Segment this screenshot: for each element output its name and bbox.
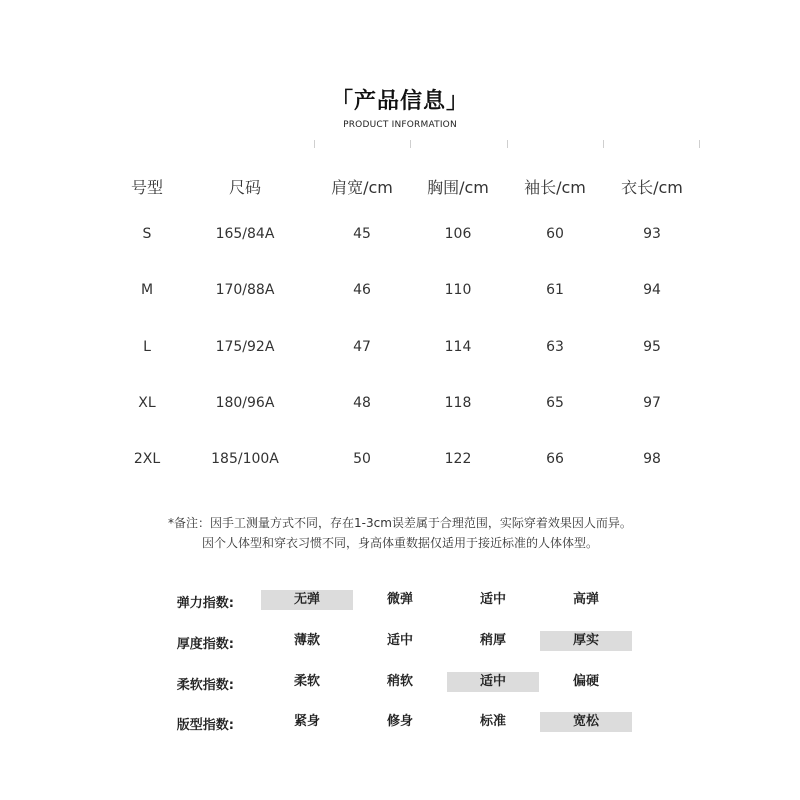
table-cell: 48 <box>353 395 371 411</box>
table-cell: 47 <box>353 339 371 355</box>
index-option-selected: 适中 <box>447 672 539 692</box>
table-cell: 66 <box>546 451 564 467</box>
index-label: 厚度指数: <box>176 637 234 652</box>
table-cell: 46 <box>353 282 371 298</box>
index-option: 紧身 <box>293 714 320 729</box>
table-cell: L <box>143 339 151 355</box>
index-option: 偏硬 <box>572 674 599 689</box>
divider-tick <box>603 140 604 148</box>
table-cell: 95 <box>643 339 661 355</box>
column-header: 肩宽/cm <box>331 178 393 197</box>
index-option: 高弹 <box>572 592 599 607</box>
table-cell: 61 <box>546 282 564 298</box>
page-title: 「产品信息」 <box>330 89 469 114</box>
index-option: 微弹 <box>386 592 413 607</box>
note-line-1: *备注：因手工测量方式不同，存在1-3cm误差属于合理范围，实际穿着效果因人而异。 <box>168 516 632 530</box>
index-option: 稍厚 <box>479 633 506 648</box>
index-option: 适中 <box>479 592 506 607</box>
table-cell: S <box>142 226 152 242</box>
table-cell: 60 <box>546 226 564 242</box>
table-cell: 2XL <box>133 451 161 467</box>
column-header: 胸围/cm <box>427 178 489 197</box>
column-header: 袖长/cm <box>524 178 586 197</box>
table-cell: 65 <box>546 395 564 411</box>
index-label: 版型指数: <box>176 718 234 733</box>
table-cell: 175/92A <box>215 339 275 355</box>
page-subtitle: PRODUCT INFORMATION <box>343 120 457 130</box>
table-cell: 94 <box>643 282 661 298</box>
table-cell: M <box>140 282 154 298</box>
index-option-selected: 厚实 <box>540 631 632 651</box>
divider-tick <box>507 140 508 148</box>
divider-tick <box>314 140 315 148</box>
table-cell: 122 <box>444 451 472 467</box>
index-option: 柔软 <box>293 674 320 689</box>
table-cell: 114 <box>444 339 472 355</box>
table-cell: 170/88A <box>215 282 275 298</box>
table-cell: 63 <box>546 339 564 355</box>
index-option: 适中 <box>386 633 413 648</box>
note-line-2: 因个人体型和穿衣习惯不同，身高体重数据仅适用于接近标准的人体体型。 <box>201 536 598 550</box>
table-cell: 180/96A <box>215 395 275 411</box>
table-cell: XL <box>138 395 156 411</box>
index-option-selected: 宽松 <box>540 712 632 732</box>
table-cell: 106 <box>444 226 472 242</box>
table-cell: 93 <box>643 226 661 242</box>
index-option: 修身 <box>386 714 413 729</box>
table-cell: 50 <box>353 451 371 467</box>
table-cell: 97 <box>643 395 661 411</box>
index-label: 柔软指数: <box>176 678 234 693</box>
table-cell: 45 <box>353 226 371 242</box>
index-option: 薄款 <box>293 633 320 648</box>
index-option: 标准 <box>479 714 506 729</box>
table-cell: 110 <box>444 282 472 298</box>
table-cell: 165/84A <box>215 226 275 242</box>
column-header: 衣长/cm <box>621 178 683 197</box>
table-cell: 185/100A <box>211 451 279 467</box>
table-cell: 98 <box>643 451 661 467</box>
column-header: 尺码 <box>228 178 261 197</box>
index-option: 稍软 <box>386 674 413 689</box>
column-header: 号型 <box>130 178 163 197</box>
index-option-selected: 无弹 <box>261 590 353 610</box>
divider-tick <box>410 140 411 148</box>
index-label: 弹力指数: <box>176 596 234 611</box>
divider-tick <box>699 140 700 148</box>
table-cell: 118 <box>444 395 472 411</box>
